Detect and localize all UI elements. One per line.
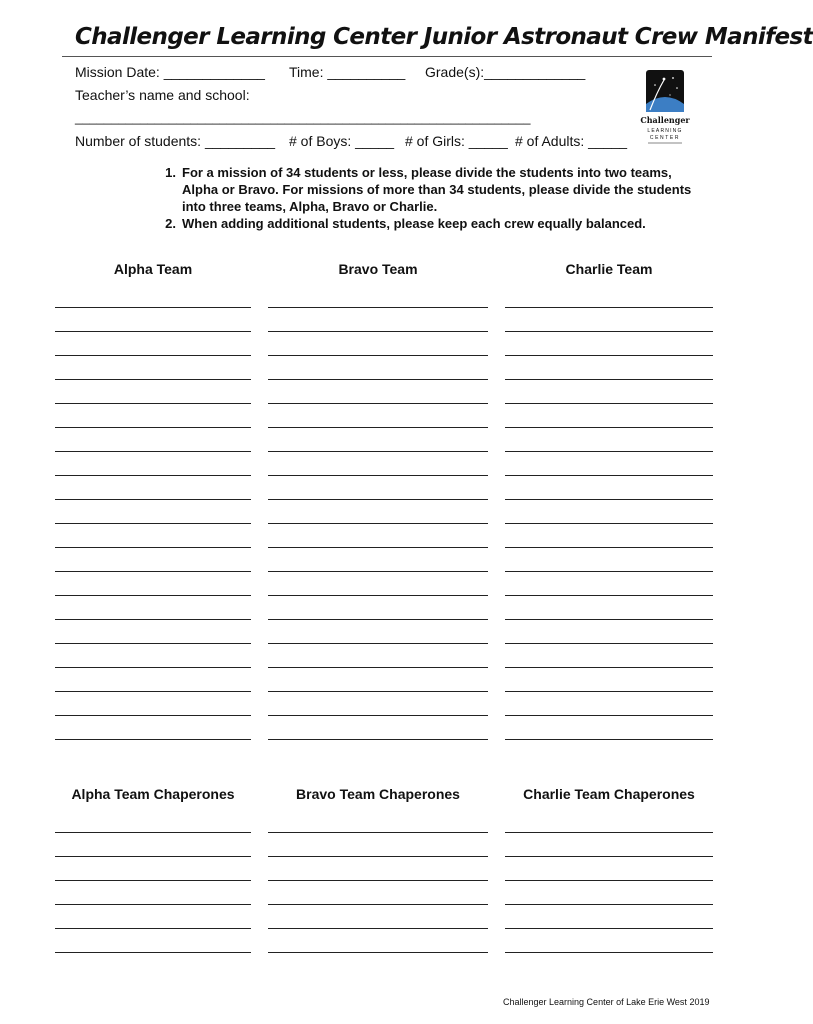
alpha-chaperone-line[interactable] [55,952,251,953]
footer-text: Challenger Learning Center of Lake Erie West 2019 [503,997,710,1007]
time-field[interactable]: Time: __________ [289,64,406,80]
charlie-team-line[interactable] [505,427,713,428]
charlie-team-line[interactable] [505,331,713,332]
alpha-team-line[interactable] [55,355,251,356]
charlie-team-line[interactable] [505,403,713,404]
alpha-team-line[interactable] [55,307,251,308]
alpha-chaperone-line[interactable] [55,832,251,833]
challenger-logo [640,70,690,146]
alpha-team-line[interactable] [55,427,251,428]
charlie-team-line[interactable] [505,499,713,500]
charlie-team-line[interactable] [505,619,713,620]
charlie-team-line[interactable] [505,307,713,308]
alpha-team-line[interactable] [55,499,251,500]
charlie-team-line[interactable] [505,667,713,668]
bravo-chaperone-line[interactable] [268,904,488,905]
bravo-team-line[interactable] [268,427,488,428]
alpha-team-line[interactable] [55,379,251,380]
bravo-team-line[interactable] [268,379,488,380]
bravo-team-line[interactable] [268,403,488,404]
bravo-chaperone-line[interactable] [268,952,488,953]
alpha-chaperone-line[interactable] [55,904,251,905]
grades-field[interactable]: Grade(s):_____________ [425,64,586,80]
instructions-list [150,164,710,232]
num-adults-field[interactable]: # of Adults: _____ [515,133,628,149]
teacher-school-field[interactable]: _______________________________________________________________ [75,110,531,125]
charlie-team-line[interactable] [505,715,713,716]
alpha-team-line[interactable] [55,475,251,476]
num-students-field[interactable]: Number of students: _________ [75,133,276,149]
logo-sub1: LEARNING [647,128,683,134]
bravo-team-line[interactable] [268,619,488,620]
instruction-item: 1. For a mission of 34 students or less, please divide the students into two teams, Alpha or Bravo. For missions of more than 34 students, please divide the students into three teams, Alpha, Bravo or Charlie. [165,165,692,214]
charlie-chaperone-line[interactable] [505,928,713,929]
bravo-team-line[interactable] [268,595,488,596]
charlie-team-line[interactable] [505,547,713,548]
bravo-team-line[interactable] [268,451,488,452]
bravo-team-line[interactable] [268,571,488,572]
charlie-team-line[interactable] [505,379,713,380]
charlie-team-line[interactable] [505,355,713,356]
bravo-team-line[interactable] [268,667,488,668]
charlie-team-line[interactable] [505,595,713,596]
alpha-team-line[interactable] [55,331,251,332]
teacher-label: Teacher’s name and school: [75,87,250,103]
alpha-chaperones-heading: Alpha Team Chaperones [71,786,235,802]
bravo-team-line[interactable] [268,739,488,740]
bravo-team-line[interactable] [268,643,488,644]
bravo-team-line[interactable] [268,715,488,716]
alpha-team-line[interactable] [55,715,251,716]
charlie-chaperone-line[interactable] [505,880,713,881]
charlie-team-line[interactable] [505,523,713,524]
alpha-team-line[interactable] [55,739,251,740]
charlie-team-line[interactable] [505,739,713,740]
charlie-team-line[interactable] [505,451,713,452]
num-girls-field[interactable]: # of Girls: _____ [405,133,508,149]
alpha-team-line[interactable] [55,643,251,644]
page-title: Challenger Learning Center Junior Astronaut Crew Manifest [75,24,813,50]
bravo-team-line[interactable] [268,499,488,500]
alpha-chaperone-line[interactable] [55,856,251,857]
alpha-team-line[interactable] [55,403,251,404]
bravo-team-line[interactable] [268,355,488,356]
bravo-team-line[interactable] [268,307,488,308]
bravo-chaperones-heading: Bravo Team Chaperones [296,786,460,802]
alpha-team-line[interactable] [55,451,251,452]
alpha-chaperone-line[interactable] [55,880,251,881]
bravo-team-line[interactable] [268,547,488,548]
bravo-team-line[interactable] [268,691,488,692]
bravo-team-line[interactable] [268,523,488,524]
charlie-team-line[interactable] [505,691,713,692]
num-boys-field[interactable]: # of Boys: _____ [289,133,395,149]
instruction-item: 2. When adding additional students, please keep each crew equally balanced. [165,216,646,231]
alpha-chaperone-line[interactable] [55,928,251,929]
bravo-chaperone-line[interactable] [268,880,488,881]
bravo-team-line[interactable] [268,331,488,332]
alpha-team-line[interactable] [55,547,251,548]
title-divider [62,56,712,57]
charlie-team-line[interactable] [505,475,713,476]
charlie-chaperones-heading: Charlie Team Chaperones [523,786,695,802]
bravo-chaperone-line[interactable] [268,832,488,833]
charlie-chaperone-line[interactable] [505,904,713,905]
charlie-chaperone-line[interactable] [505,952,713,953]
alpha-team-heading: Alpha Team [113,261,193,277]
charlie-team-line[interactable] [505,571,713,572]
logo-sub2: CENTER [649,135,681,141]
mission-date-field[interactable]: Mission Date: _____________ [75,64,265,80]
alpha-team-line[interactable] [55,667,251,668]
alpha-team-line[interactable] [55,619,251,620]
bravo-chaperone-line[interactable] [268,928,488,929]
bravo-team-line[interactable] [268,475,488,476]
charlie-team-heading: Charlie Team [565,261,653,277]
alpha-team-line[interactable] [55,691,251,692]
charlie-chaperone-line[interactable] [505,856,713,857]
alpha-team-line[interactable] [55,523,251,524]
bravo-chaperone-line[interactable] [268,856,488,857]
alpha-team-line[interactable] [55,571,251,572]
alpha-team-line[interactable] [55,595,251,596]
charlie-team-line[interactable] [505,643,713,644]
charlie-chaperone-line[interactable] [505,832,713,833]
logo-name: Challenger [640,115,690,125]
bravo-team-heading: Bravo Team [338,261,418,277]
